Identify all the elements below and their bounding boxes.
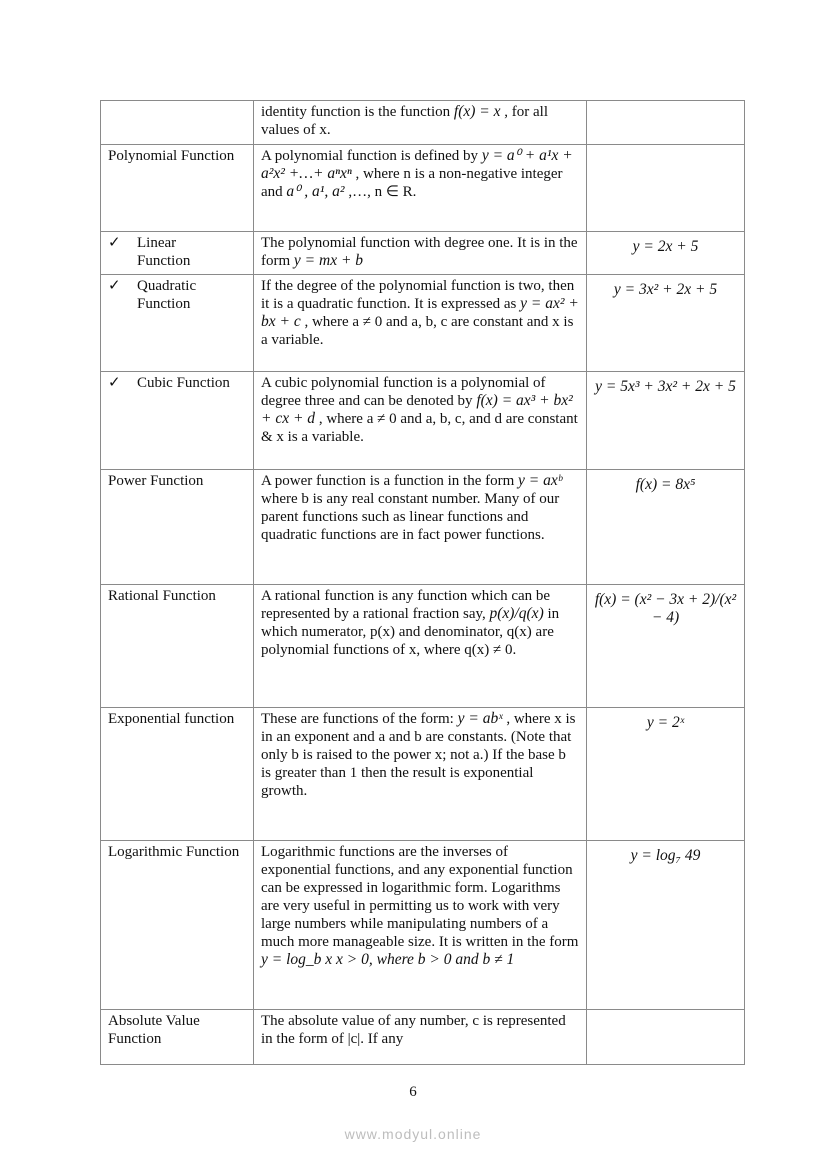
math-expression: p(x)/q(x) xyxy=(489,605,544,622)
function-name-cell xyxy=(101,232,254,275)
description-text: If the degree of the polynomial function is two, then it is a quadratic function. It is expressed as xyxy=(261,278,575,312)
description-text: , where a ≠ 0 and a, b, c, and d are constant & x is a variable. xyxy=(261,411,578,445)
example-cell xyxy=(587,145,745,232)
description-cell xyxy=(254,708,587,841)
example-cell xyxy=(587,101,745,145)
function-name-cell xyxy=(101,470,254,585)
description-text: A polynomial function is defined by xyxy=(261,148,482,164)
example-cell xyxy=(587,841,745,1010)
function-name-cell xyxy=(101,372,254,470)
function-name: Exponential function xyxy=(108,711,235,727)
math-expression: y = axᵇ xyxy=(518,472,562,489)
math-expression: f(x) = ax³ + bx² + cx + d xyxy=(261,392,573,427)
description-text: where b is any real constant number. Many of our parent functions such as linear functions and quadratic functions are in fact power functions. xyxy=(261,491,560,543)
example-expression: y = 2ˣ xyxy=(646,714,685,731)
example-cell xyxy=(587,1010,745,1065)
description-text: Logarithmic functions are the inverses of exponential functions, and any exponential function can be expressed in logarithmic form. Logarithms are very useful in permitting us to work with very large numbers while manipulating numbers of a much more manageable size. It is written in the form xyxy=(261,844,579,950)
description-text: A rational function is any function which can be represented by a rational fraction say, xyxy=(261,588,551,622)
math-expression: y = abˣ xyxy=(457,710,503,727)
math-expression: a⁰ , a¹, a² xyxy=(286,183,345,200)
table-row xyxy=(101,841,745,1010)
function-name: Logarithmic Function xyxy=(108,844,240,860)
function-name: Cubic Function xyxy=(137,375,230,391)
table-row xyxy=(101,585,745,708)
checkmark-icon: ✓ xyxy=(108,375,121,391)
function-types-table xyxy=(100,100,745,1065)
description-text: These are functions of the form: xyxy=(261,711,458,727)
description-text: identity function is the function xyxy=(261,104,454,120)
example-expression: y = 3x² + 2x + 5 xyxy=(613,281,718,298)
function-name: Polynomial Function xyxy=(108,148,235,164)
math-expression: y = mx + b xyxy=(293,252,364,269)
function-name-cell xyxy=(101,275,254,372)
function-name: Absolute Value Function xyxy=(108,1013,200,1047)
example-expression: y = 5x³ + 3x² + 2x + 5 xyxy=(595,378,736,395)
function-name: Linear Function xyxy=(137,235,191,269)
table-row xyxy=(101,275,745,372)
example-cell xyxy=(587,232,745,275)
checkmark-icon: ✓ xyxy=(108,235,121,251)
math-expression: y = log_b x x > 0, where b > 0 and b ≠ 1 xyxy=(261,951,515,968)
example-cell xyxy=(587,470,745,585)
page-number: 6 xyxy=(409,1084,417,1100)
table-row xyxy=(101,1010,745,1065)
example-expression: f(x) = (x² − 3x + 2)/(x² − 4) xyxy=(594,591,737,626)
description-text: The absolute value of any number, c is represented in the form of |c|. If any xyxy=(261,1013,566,1047)
description-cell xyxy=(254,275,587,372)
function-name: Power Function xyxy=(108,473,204,489)
function-name-cell xyxy=(101,1010,254,1065)
description-text: , where x is in an exponent and a and b are constants. (Note that only b is raised to the power x; not a.) If the base b is greater than 1 then the result is exponential growth. xyxy=(261,711,576,799)
function-name-cell xyxy=(101,145,254,232)
description-text: A cubic polynomial function is a polynomial of degree three and can be denoted by xyxy=(261,375,546,409)
description-cell xyxy=(254,470,587,585)
function-name: Quadratic Function xyxy=(137,278,197,312)
math-expression: y = ax² + bx + c xyxy=(261,295,579,330)
description-text: A power function is a function in the form xyxy=(261,473,519,489)
table-row xyxy=(101,232,745,275)
math-expression: f(x) = x xyxy=(453,103,501,120)
description-cell xyxy=(254,841,587,1010)
example-cell xyxy=(587,372,745,470)
math-expression: y = a⁰ + a¹x + a²x² +…+ aⁿxⁿ xyxy=(261,147,573,182)
description-text: , where n is a non-negative integer and xyxy=(261,166,563,200)
function-name-cell xyxy=(101,585,254,708)
table-row xyxy=(101,101,745,145)
table-row xyxy=(101,145,745,232)
example-expression: y = log₇ 49 xyxy=(630,847,701,864)
watermark: www.modyul.online xyxy=(344,1126,482,1142)
function-name-cell xyxy=(101,101,254,145)
description-cell xyxy=(254,1010,587,1065)
checkmark-icon: ✓ xyxy=(108,278,121,294)
description-cell xyxy=(254,232,587,275)
example-cell xyxy=(587,585,745,708)
example-expression: f(x) = 8x⁵ xyxy=(635,476,696,493)
example-cell xyxy=(587,275,745,372)
table-row xyxy=(101,708,745,841)
description-text: ,…, n ∈ R. xyxy=(344,184,417,200)
description-text: in which numerator, p(x) and denominator, q(x) are polynomial functions of x, where q(x) ≠ 0. xyxy=(261,606,560,658)
description-cell xyxy=(254,372,587,470)
table-row xyxy=(101,372,745,470)
description-cell xyxy=(254,101,587,145)
function-name-cell xyxy=(101,708,254,841)
description-text: , where a ≠ 0 and a, b, c are constant and x is a variable. xyxy=(261,314,574,348)
description-text: The polynomial function with degree one. It is in the form xyxy=(261,235,578,269)
function-name-cell xyxy=(101,841,254,1010)
description-cell xyxy=(254,145,587,232)
description-text: , for all values of x. xyxy=(261,104,548,138)
example-cell xyxy=(587,708,745,841)
example-expression: y = 2x + 5 xyxy=(632,238,699,255)
description-cell xyxy=(254,585,587,708)
table-row xyxy=(101,470,745,585)
function-name: Rational Function xyxy=(108,588,216,604)
